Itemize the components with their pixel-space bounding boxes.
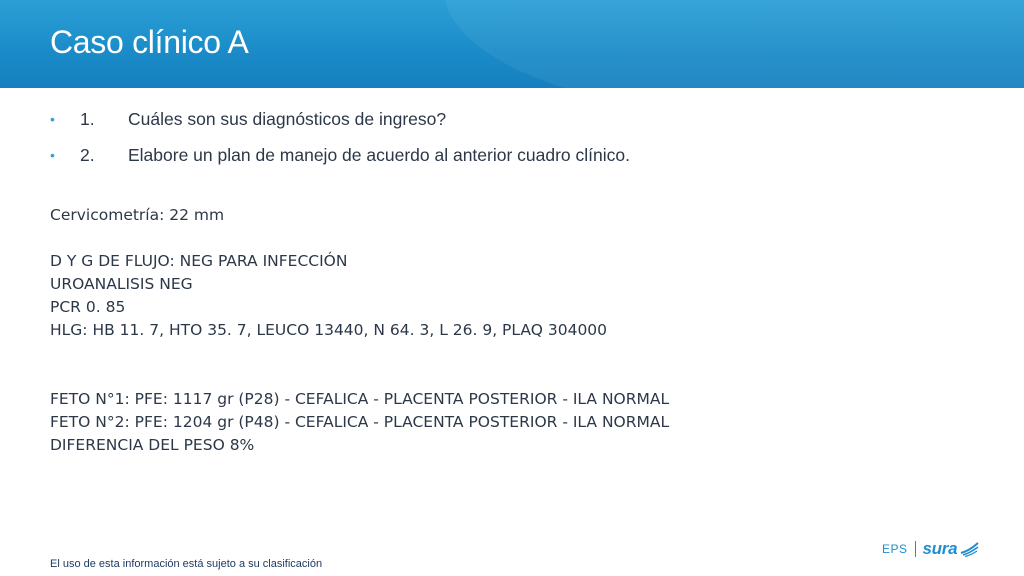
lab-line: UROANALISIS NEG — [50, 275, 193, 293]
lab-line: D Y G DE FLUJO: NEG PARA INFECCIÓN — [50, 252, 348, 270]
clinical-data-block — [50, 204, 669, 457]
cervicometry-line: Cervicometría: 22 mm — [50, 206, 225, 224]
footer-classification-note: El uso de esta información está sujeto a su clasificación — [50, 558, 323, 570]
fetal-line: FETO N°1: PFE: 1117 gr (P28) - CEFALICA - PLACENTA POSTERIOR - ILA NORMAL — [50, 390, 670, 408]
spacer — [50, 365, 669, 388]
slide-title: Caso clínico A — [50, 24, 249, 60]
header-band — [0, 0, 1024, 88]
lab-line: PCR 0. 85 — [50, 298, 126, 316]
lab-line: HLG: HB 11. 7, HTO 35. 7, LEUCO 13440, N 64. 3, L 26. 9, PLAQ 304000 — [50, 321, 608, 339]
question-text: Elabore un plan de manejo de acuerdo al anterior cuadro clínico. — [128, 145, 630, 165]
bullet-icon: • — [50, 147, 55, 163]
logo-eps-text: EPS — [882, 542, 908, 556]
logo-sura-text: sura — [922, 539, 958, 558]
question-number: 1. — [80, 109, 95, 129]
spacer — [50, 342, 669, 365]
fetal-line: FETO N°2: PFE: 1204 gr (P48) - CEFALICA - PLACENTA POSTERIOR - ILA NORMAL — [50, 413, 670, 431]
fetal-line: DIFERENCIA DEL PESO 8% — [50, 436, 255, 454]
spacer — [50, 227, 669, 250]
question-number: 2. — [80, 145, 95, 165]
sura-wing-icon — [959, 541, 979, 557]
question-text: Cuáles son sus diagnósticos de ingreso? — [128, 109, 447, 129]
logo-divider — [915, 541, 916, 557]
eps-sura-logo — [882, 538, 979, 560]
bullet-icon: • — [50, 111, 55, 127]
